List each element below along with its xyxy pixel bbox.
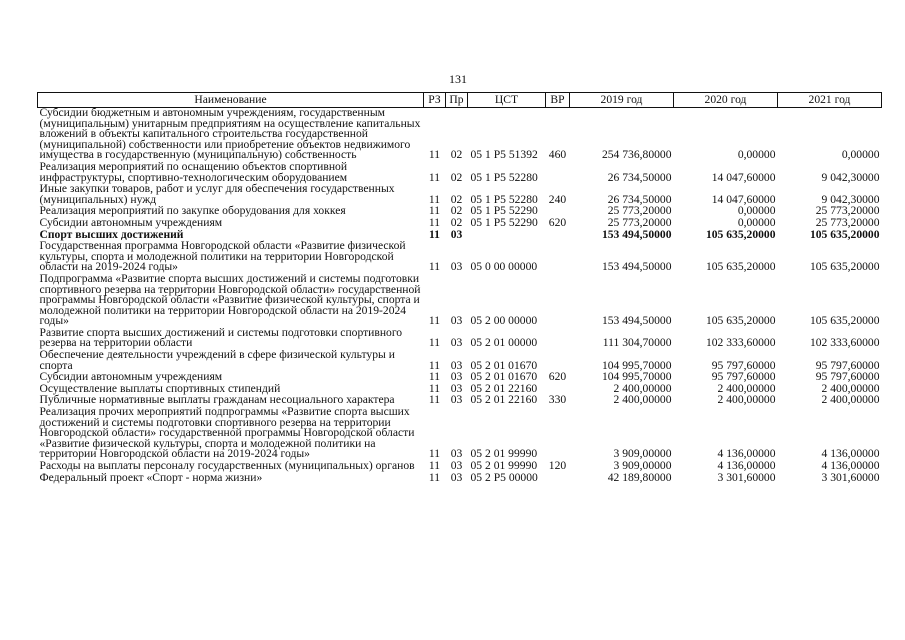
cell-2019: 2 400,00000 [613, 381, 672, 395]
cell-2019: 25 773,20000 [607, 215, 672, 229]
cell-rz: 11 [428, 370, 441, 384]
cell-rz: 11 [428, 215, 441, 229]
cell-name: Федеральный проект «Спорт - норма жизни» [39, 470, 263, 484]
cell-rz: 11 [428, 204, 441, 218]
cell-rz: 11 [428, 336, 441, 350]
table-row [38, 162, 882, 184]
cell-2019: 42 189,80000 [607, 470, 672, 484]
cell-name: Публичные нормативные выплаты гражданам несоциального характера [39, 393, 395, 407]
cell-2020: 0,00000 [737, 204, 776, 218]
cell-cst: 05 2 00 00000 [470, 314, 538, 328]
cell-vr [546, 241, 570, 274]
cell-2019: 153 494,50000 [601, 260, 672, 274]
cell-vr [546, 407, 570, 461]
cell-pr: 03 [450, 370, 463, 384]
cell-rz: 11 [428, 470, 441, 484]
cell-pr: 02 [450, 192, 463, 206]
cell-2020: 105 635,20000 [705, 260, 776, 274]
cell-cst: 05 2 P5 00000 [470, 470, 538, 484]
cell-2020: 4 136,00000 [717, 459, 776, 472]
cell-2021: 95 797,60000 [815, 370, 880, 384]
cell-cst: 05 2 01 99990 [470, 459, 538, 472]
budget-table [37, 92, 882, 484]
cell-2019: 3 909,00000 [613, 459, 672, 472]
cell-pr: 02 [450, 170, 463, 184]
cell-name: Реализация мероприятий по оснащению объектов спортивной инфраструктуры, спортивно-технологическим оборудованием [39, 159, 348, 184]
cell-2021: 4 136,00000 [821, 459, 880, 472]
cell-name: Иные закупки товаров, работ и услуг для обеспечения государственных (муниципальных) нужд [39, 182, 395, 206]
cell-rz: 11 [428, 381, 441, 395]
table-row [38, 350, 882, 372]
cell-2021: 95 797,60000 [815, 358, 880, 372]
cell-2021: 9 042,30000 [821, 170, 880, 184]
cell-pr: 03 [450, 381, 463, 395]
cell-2021: 105 635,20000 [809, 227, 880, 241]
cell-2020: 2 400,00000 [717, 393, 776, 407]
cell-2019: 104 995,70000 [601, 358, 672, 372]
cell-2019: 26 734,50000 [607, 170, 672, 184]
cell-2019: 153 494,50000 [601, 227, 672, 241]
cell-2021: 102 333,60000 [809, 336, 880, 350]
cell-pr: 03 [450, 314, 463, 328]
cell-name: Осуществление выплаты спортивных стипендий [39, 381, 281, 395]
cell-2019: 254 736,80000 [601, 148, 672, 162]
cell-2019: 25 773,20000 [607, 204, 672, 218]
cell-name: Субсидии бюджетным и автономным учреждениям, государственным (муниципальным) унитарным предприятиям на осуществление капитальных вложений в объекты капитального строительства государственной (муниципальной) собственности или приобретение объектов недвижимого имущества в государственную (муниципальную) собственность [39, 106, 421, 162]
cell-rz: 11 [428, 170, 441, 184]
cell-rz: 11 [428, 314, 441, 328]
table-row [38, 473, 882, 485]
cell-2020: 105 635,20000 [705, 314, 776, 328]
cell-2019: 2 400,00000 [613, 393, 672, 407]
cell-cst: 05 1 P5 52290 [470, 215, 538, 229]
cell-rz: 11 [428, 447, 441, 461]
cell-2021: 2 400,00000 [821, 393, 880, 407]
cell-2021: 3 301,60000 [821, 470, 880, 484]
cell-vr: 240 [548, 192, 567, 206]
cell-vr [546, 162, 570, 184]
header-vr: ВР [546, 93, 570, 108]
cell-2021: 105 635,20000 [809, 260, 880, 274]
cell-pr: 02 [450, 204, 463, 218]
cell-vr [546, 473, 570, 485]
cell-vr: 620 [548, 215, 567, 229]
cell-pr: 03 [450, 393, 463, 407]
cell-2019: 111 304,70000 [602, 336, 672, 350]
header-pr: Пр [446, 93, 468, 108]
cell-rz: 11 [428, 358, 441, 372]
cell-2020: 95 797,60000 [711, 370, 776, 384]
cell-vr: 120 [548, 459, 567, 472]
cell-2020: 0,00000 [737, 148, 776, 162]
table-row [38, 108, 882, 162]
table-row [38, 241, 882, 274]
cell-name: Подпрограмма «Развитие спорта высших достижений и системы подготовки спортивного резерва на территории Новгородской области» государственной программы Новгородской области «Развитие физической культуры, спорта и молодежной политики на территории Новгородской области на 2019-2024 годы» [39, 271, 421, 328]
cell-2020: 14 047,60000 [711, 170, 776, 184]
cell-name: Субсидии автономным учреждениям [39, 215, 223, 229]
cell-vr: 330 [548, 393, 567, 407]
cell-name: Государственная программа Новгородской области «Развитие физической культуры, спорта и молодежной политики на территории Новгородской области на 2019-2024 годы» [39, 239, 406, 274]
cell-2020: 105 635,20000 [705, 227, 776, 241]
cell-2019: 3 909,00000 [613, 447, 672, 461]
cell-2021: 4 136,00000 [821, 447, 880, 461]
cell-2020: 2 400,00000 [717, 381, 776, 395]
cell-2020: 0,00000 [737, 215, 776, 229]
header-2021: 2021 год [778, 93, 882, 108]
header-2019: 2019 год [570, 93, 674, 108]
cell-2021: 0,00000 [841, 148, 880, 162]
cell-pr: 03 [450, 470, 463, 484]
cell-name: Реализация прочих мероприятий подпрограммы «Развитие спорта высших достижений и системы подготовки спортивного резерва на территории Новгородской области» государственной программы Новгородской области «Развитие физической культуры, спорта и молодежной политики на территории Новгородской области на 2019-2024 годы» [39, 405, 415, 461]
cell-name: Реализация мероприятий по закупке оборудования для хоккея [39, 204, 346, 218]
cell-name: Развитие спорта высших достижений и системы подготовки спортивного резерва на территории области [39, 325, 403, 350]
cell-pr: 03 [450, 459, 463, 472]
cell-rz: 11 [428, 393, 441, 407]
cell-vr: 620 [548, 370, 567, 384]
cell-2019: 153 494,50000 [601, 314, 672, 328]
cell-cst: 05 2 01 99990 [470, 447, 538, 461]
cell-pr: 03 [450, 227, 463, 241]
cell-rz: 11 [429, 227, 440, 241]
cell-cst: 05 2 01 01670 [470, 358, 538, 372]
cell-pr: 03 [450, 358, 463, 372]
cell-cst: 05 1 P5 52280 [470, 192, 538, 206]
cell-2021: 25 773,20000 [815, 215, 880, 229]
cell-pr: 03 [450, 447, 463, 461]
cell-2021: 105 635,20000 [809, 314, 880, 328]
cell-pr: 02 [450, 215, 463, 229]
cell-cst [468, 230, 546, 242]
table-row [38, 328, 882, 350]
table-row [38, 274, 882, 328]
cell-2021: 9 042,30000 [821, 192, 880, 206]
cell-cst: 05 2 01 22160 [470, 393, 538, 407]
cell-cst: 05 2 01 00000 [470, 336, 538, 350]
cell-rz: 11 [428, 459, 441, 472]
cell-2020: 4 136,00000 [717, 447, 776, 461]
cell-cst: 05 1 P5 52280 [470, 170, 538, 184]
page-number: 131 [449, 72, 467, 86]
cell-vr: 460 [548, 148, 567, 162]
cell-rz: 11 [428, 260, 441, 274]
cell-2020: 102 333,60000 [705, 336, 776, 350]
cell-vr [546, 230, 570, 242]
header-2020: 2020 год [674, 93, 778, 108]
header-cst: ЦСТ [468, 93, 546, 108]
cell-2021: 2 400,00000 [821, 381, 880, 395]
cell-vr [546, 350, 570, 372]
cell-2021: 25 773,20000 [815, 204, 880, 218]
cell-pr: 03 [450, 336, 463, 350]
cell-2020: 14 047,60000 [711, 192, 776, 206]
cell-cst: 05 2 01 22160 [470, 381, 538, 395]
cell-2019: 104 995,70000 [601, 370, 672, 384]
cell-cst: 05 0 00 00000 [470, 260, 538, 274]
cell-rz: 11 [428, 192, 441, 206]
cell-name: Обеспечение деятельности учреждений в сфере физической культуры и спорта [39, 348, 395, 372]
cell-2020: 3 301,60000 [717, 470, 776, 484]
cell-pr: 02 [450, 148, 463, 162]
cell-cst: 05 1 P5 52290 [470, 204, 538, 218]
cell-cst: 05 2 01 01670 [470, 370, 538, 384]
header-rz: РЗ [424, 93, 446, 108]
cell-pr: 03 [450, 260, 463, 274]
cell-cst: 05 1 P5 51392 [470, 148, 538, 162]
cell-name: Расходы на выплаты персоналу государственных (муниципальных) органов [39, 459, 415, 472]
header-name: Наименование [38, 93, 424, 108]
cell-vr [546, 328, 570, 350]
cell-2019: 26 734,50000 [607, 192, 672, 206]
cell-name: Субсидии автономным учреждениям [39, 370, 223, 384]
cell-2020: 95 797,60000 [711, 358, 776, 372]
cell-rz: 11 [428, 148, 441, 162]
table-row [38, 184, 882, 206]
cell-vr [546, 274, 570, 328]
table-row [38, 407, 882, 461]
cell-name: Спорт высших достижений [39, 227, 184, 241]
